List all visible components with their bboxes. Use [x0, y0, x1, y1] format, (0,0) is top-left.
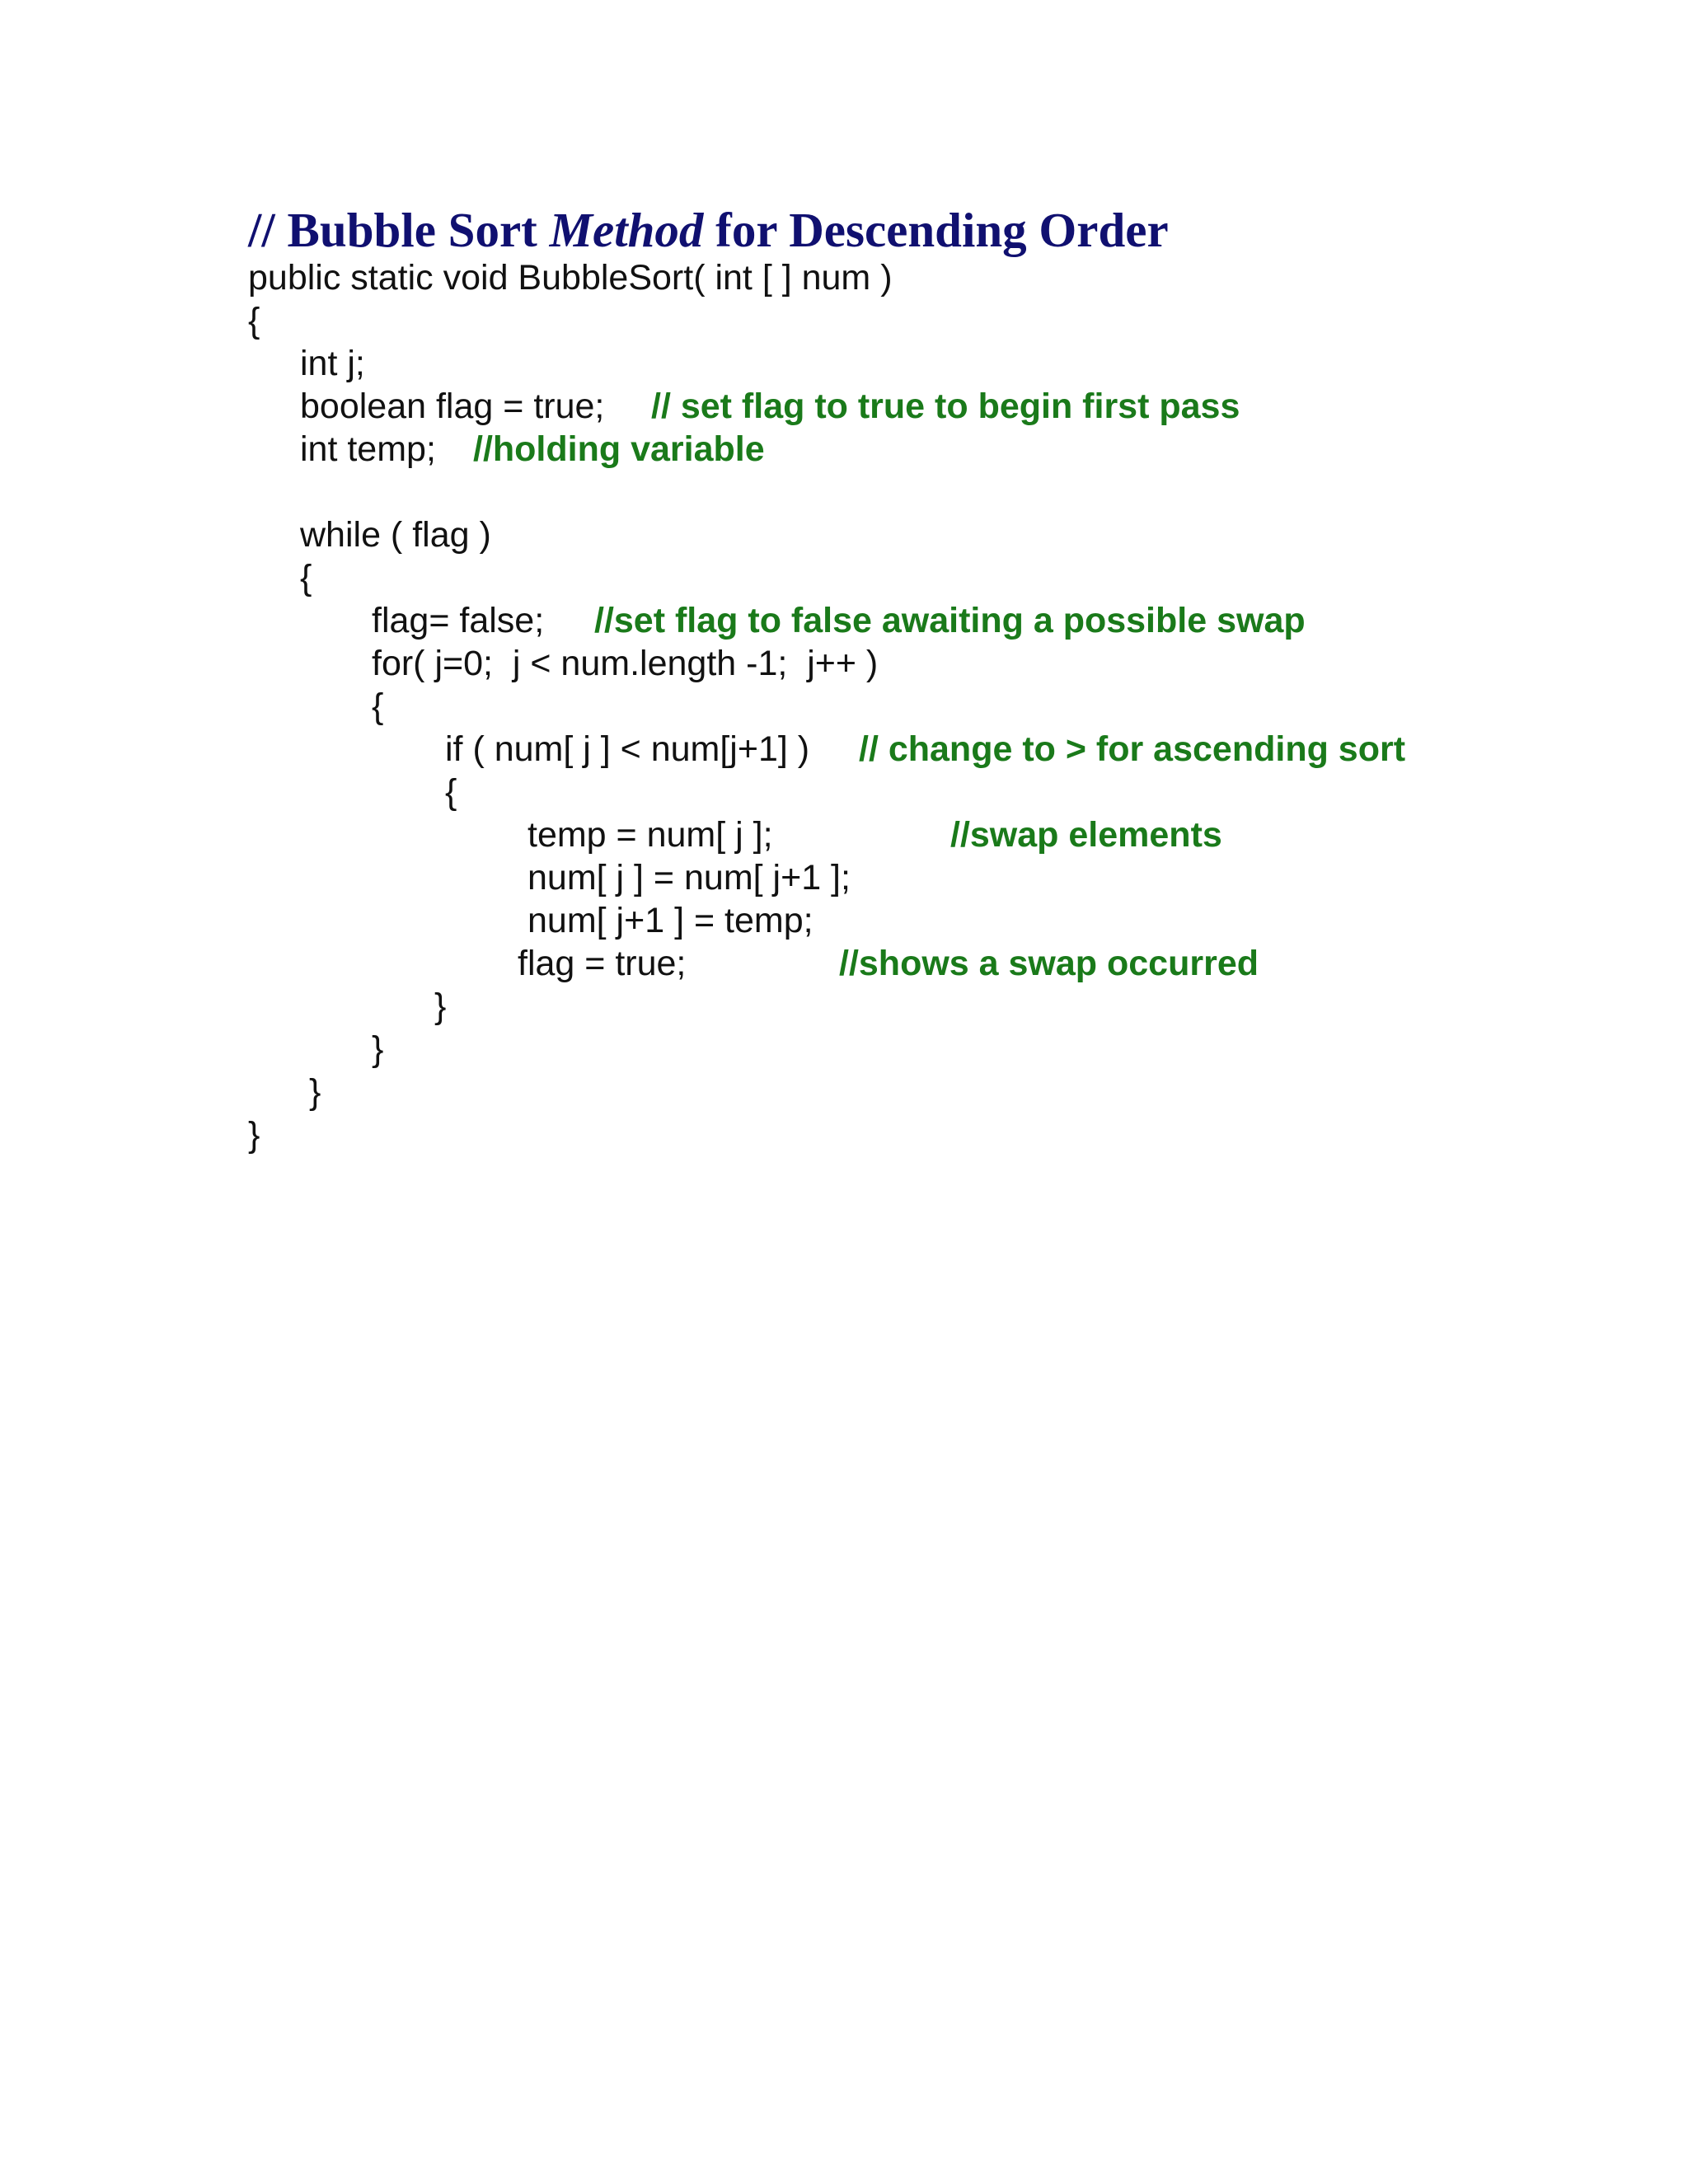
code-line-for: for( j=0; j < num.length -1; j++ ) — [372, 644, 879, 683]
code-line-flag-true: flag = true; — [518, 944, 687, 983]
code-line-for-close: } — [372, 1029, 384, 1069]
code-line-if: if ( num[ j ] < num[j+1] ) — [445, 729, 810, 769]
page-title — [248, 201, 1169, 259]
code-line-flag-false: flag= false; — [372, 601, 545, 640]
code-comment-ascending: // change to > for ascending sort — [859, 729, 1406, 769]
code-line-while: while ( flag ) — [300, 515, 491, 555]
code-comment-swap-elements: //swap elements — [950, 815, 1222, 855]
code-line-while-open: { — [300, 558, 312, 598]
code-line-method-close: } — [248, 1115, 260, 1155]
code-comment-holding: //holding variable — [473, 429, 765, 469]
title-part-3: for Descending Order — [703, 203, 1169, 257]
code-line-open-brace: { — [248, 301, 260, 340]
code-line-if-open: { — [445, 772, 457, 812]
code-line-signature: public static void BubbleSort( int [ ] num ) — [248, 258, 893, 298]
code-line-temp-assign: temp = num[ j ]; — [528, 815, 773, 855]
code-line-while-close: } — [309, 1072, 321, 1112]
title-part-1: // Bubble Sort — [248, 203, 550, 257]
code-line-int-temp: int temp; — [300, 429, 436, 469]
code-line-int-j: int j; — [300, 344, 365, 383]
code-comment-begin-pass: // set flag to true to begin first pass — [651, 387, 1240, 426]
code-line-if-close: } — [434, 987, 447, 1026]
code-line-boolean-flag: boolean flag = true; — [300, 387, 605, 426]
title-part-2: Method — [549, 203, 704, 257]
code-line-num-next-assign: num[ j+1 ] = temp; — [528, 901, 814, 940]
code-line-for-open: { — [372, 687, 384, 726]
code-comment-awaiting-swap: //set flag to false awaiting a possible swap — [594, 601, 1306, 640]
code-line-num-assign: num[ j ] = num[ j+1 ]; — [528, 858, 851, 898]
code-comment-swap-occurred: //shows a swap occurred — [839, 944, 1259, 983]
